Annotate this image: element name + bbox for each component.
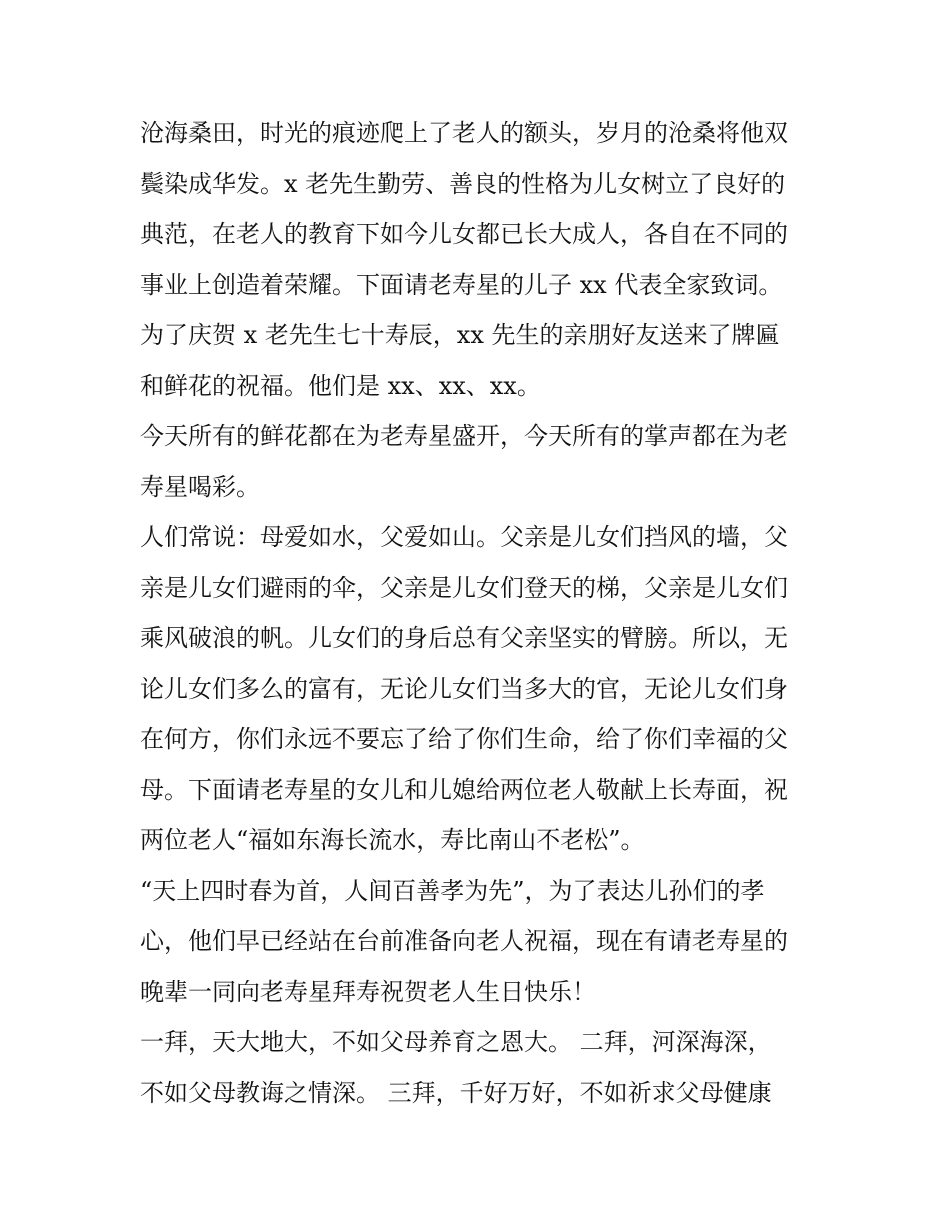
text-line: 亲是儿女们避雨的伞，父亲是儿女们登天的梯，父亲是儿女们 xyxy=(140,573,788,602)
text-line: 心，他们早已经站在台前准备向老人祝福，现在有请老寿星的 xyxy=(140,927,788,955)
text-line: 寿星喝彩。 xyxy=(140,472,260,501)
text-line: 晚辈一同向老寿星拜寿祝贺老人生日快乐！ xyxy=(140,977,596,1006)
text-line: 和鲜花的祝福。他们是 xx、xx、xx。 xyxy=(140,371,541,400)
text-line: 事业上创造着荣耀。下面请老寿星的儿子 xx 代表全家致词。 xyxy=(140,270,783,299)
text-line: 沧海桑田，时光的痕迹爬上了老人的额头，岁月的沧桑将他双 xyxy=(140,119,788,147)
text-line: “天上四时春为首，人间百善孝为先”，为了表达儿孙们的孝 xyxy=(140,876,765,905)
text-line: 在何方，你们永远不要忘了给了你们生命，给了你们幸福的父 xyxy=(140,725,788,753)
text-line: 两位老人“福如东海长流水，寿比南山不老松”。 xyxy=(140,826,645,854)
document-body xyxy=(140,108,820,1118)
text-line: 母。下面请老寿星的女儿和儿媳给两位老人敬献上长寿面，祝 xyxy=(140,775,788,804)
text-line: 为了庆贺 x 老先生七十寿辰，xx 先生的亲朋好友送来了牌匾 xyxy=(140,321,780,349)
text-line: 乘风破浪的帆。儿女们的身后总有父亲坚实的臂膀。所以，无 xyxy=(140,624,788,652)
text-line: 论儿女们多么的富有，无论儿女们当多大的官，无论儿女们身 xyxy=(140,674,788,703)
text-line: 鬓染成华发。x 老先生勤劳、善良的性格为儿女树立了良好的 xyxy=(140,169,786,198)
text-line: 一拜，天大地大，不如父母养育之恩大。 二拜，河深海深， xyxy=(140,1028,772,1056)
text-line: 典范，在老人的教育下如今儿女都已长大成人，各自在不同的 xyxy=(140,220,788,248)
text-line: 不如父母教诲之情深。 三拜，千好万好，不如祈求父母健康 xyxy=(140,1078,772,1107)
text-line: 今天所有的鲜花都在为老寿星盛开，今天所有的掌声都在为老 xyxy=(140,422,788,450)
text-line: 人们常说：母爱如水，父爱如山。父亲是儿女们挡风的墙，父 xyxy=(140,523,788,551)
